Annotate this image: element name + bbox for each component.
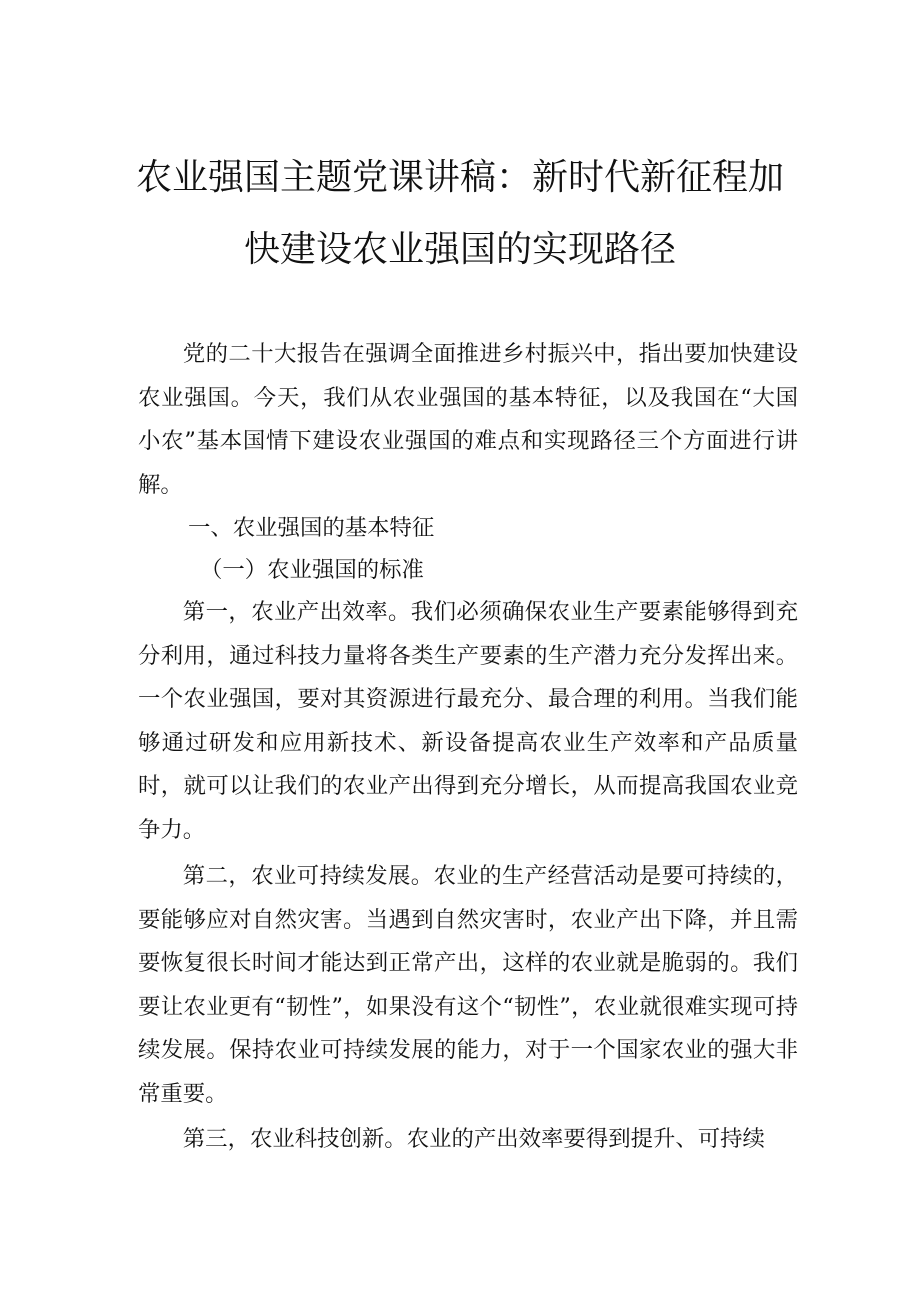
subsection-heading: （一）农业强国的标准 — [200, 557, 424, 583]
paragraph-block-3 — [138, 1118, 798, 1162]
section-heading: 一、农业强国的基本特征 — [188, 515, 435, 541]
paragraph-block-1 — [138, 591, 798, 853]
document-title-line-1: 农业强国主题党课讲稿：新时代新征程加 — [135, 157, 784, 198]
intro-block — [138, 333, 798, 507]
document-title-line-2: 快建设农业强国的实现路径 — [243, 229, 676, 270]
body-paragraph: 第一，农业产出效率。我们必须确保农业生产要素能够得到充分利用，通过科技力量将各类生产要素的生产潜力充分发挥出来。一个农业强国，要对其资源进行最充分、最合理的利用。当我们能够通过研发和应用新技术、新设备提高农业生产效率和产品质量时，就可以让我们的农业产出得到充分增长，从而提高我国农业竞争力。 — [138, 599, 798, 843]
body-paragraph: 第三，农业科技创新。农业的产出效率要得到提升、可持续 — [182, 1126, 765, 1152]
intro-paragraph: 党的二十大报告在强调全面推进乡村振兴中，指出要加快建设农业强国。今天，我们从农业强国的基本特征，以及我国在“大国小农”基本国情下建设农业强国的难点和实现路径三个方面进行讲解。 — [138, 341, 798, 498]
paragraph-block-2 — [138, 855, 798, 1117]
body-paragraph: 第二，农业可持续发展。农业的生产经营活动是要可持续的，要能够应对自然灾害。当遇到自然灾害时，农业产出下降，并且需要恢复很长时间才能达到正常产出，这样的农业就是脆弱的。我们要让农业更有“韧性”，如果没有这个“韧性”，农业就很难实现可持续发展。保持农业可持续发展的能力，对于一个国家农业的强大非常重要。 — [138, 863, 798, 1107]
